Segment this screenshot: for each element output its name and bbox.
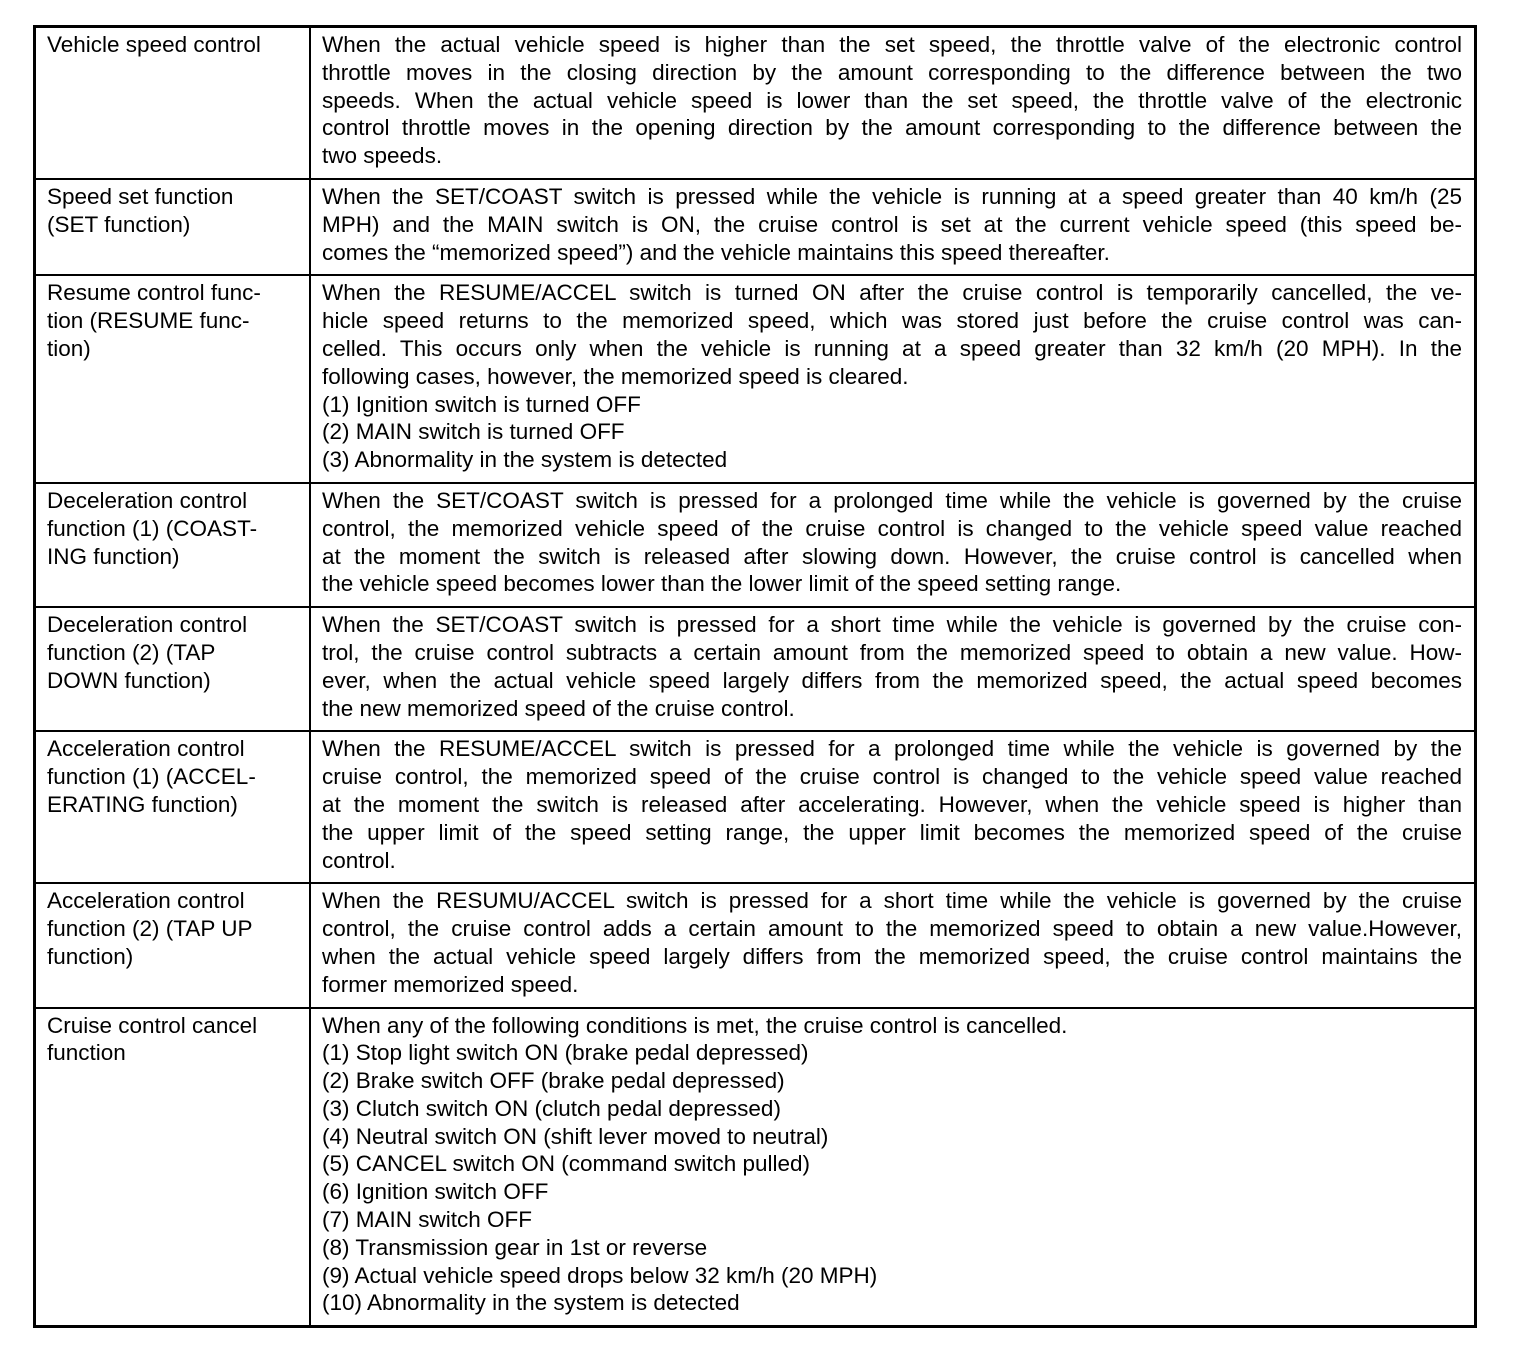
table-row-vehicle-speed-control	[35, 27, 1476, 179]
description-line: speeds. When the actual vehicle speed is lower than the set speed, the throttle valve of the electronic	[322, 87, 1462, 113]
function-name-cell	[35, 607, 311, 731]
function-name-line: Speed set function	[47, 183, 234, 209]
description-line: comes the “memorized speed”) and the vehicle maintains this speed thereafter.	[322, 239, 1110, 265]
description-line: at the moment the switch is released after accelerating. However, when the vehicle speed is higher than	[322, 791, 1462, 817]
description-line: When the SET/COAST switch is pressed for a prolonged time while the vehicle is governed by the cruise	[322, 487, 1462, 513]
description-line: (5) CANCEL switch ON (command switch pulled)	[322, 1151, 811, 1177]
function-name-cell	[35, 1008, 311, 1327]
function-name-line: Resume control func-	[47, 280, 261, 306]
function-name-cell	[35, 179, 311, 275]
function-name-line: Deceleration control	[47, 612, 248, 638]
description-line: the vehicle speed becomes lower than the lower limit of the speed setting range.	[322, 571, 1122, 597]
function-name-line: ERATING function)	[47, 791, 238, 817]
description-line: the upper limit of the speed setting range, the upper limit becomes the memorized speed of the cruise	[322, 819, 1462, 845]
description-line: MPH) and the MAIN switch is ON, the cruise control is set at the current vehicle speed (this speed be-	[322, 211, 1462, 237]
description-line: (1) Stop light switch ON (brake pedal depressed)	[322, 1040, 809, 1066]
function-name-line: (SET function)	[47, 211, 191, 237]
description-cell	[310, 27, 1476, 179]
function-name-line: Acceleration control	[47, 888, 245, 914]
description-line: (6) Ignition switch OFF	[322, 1179, 549, 1205]
description-line: control, the cruise control adds a certain amount to the memorized speed to obtain a new value.However,	[322, 916, 1462, 942]
description-cell	[310, 1008, 1476, 1327]
description-line: control.	[322, 847, 396, 873]
description-line: (3) Abnormality in the system is detected	[322, 447, 728, 473]
table-row-deceleration-control-2	[35, 607, 1476, 731]
description-line: When the SET/COAST switch is pressed for a short time while the vehicle is governed by the cruise con-	[322, 612, 1462, 638]
description-line: the new memorized speed of the cruise control.	[322, 695, 795, 721]
description-line: two speeds.	[322, 143, 443, 169]
function-name-line: function (2) (TAP UP	[47, 916, 253, 942]
function-name-cell	[35, 27, 311, 179]
description-line: celled. This occurs only when the vehicle is running at a speed greater than 32 km/h (20 MPH). In the	[322, 335, 1462, 361]
function-name-cell	[35, 275, 311, 483]
table-row-speed-set-function	[35, 179, 1476, 275]
function-name-line: ING function)	[47, 543, 180, 569]
description-line: (7) MAIN switch OFF	[322, 1207, 533, 1233]
function-name-line: tion (RESUME func-	[47, 308, 250, 334]
table-row-acceleration-control-1	[35, 731, 1476, 883]
description-line: (2) MAIN switch is turned OFF	[322, 419, 625, 445]
table-row-acceleration-control-2	[35, 883, 1476, 1007]
cruise-control-function-table	[33, 25, 1477, 1328]
description-line: control throttle moves in the opening direction by the amount corresponding to the difference between the	[322, 115, 1462, 141]
table-row-cruise-control-cancel	[35, 1008, 1476, 1327]
description-line: (9) Actual vehicle speed drops below 32 km/h (20 MPH)	[322, 1262, 878, 1288]
description-cell	[310, 883, 1476, 1007]
description-line: control, the memorized vehicle speed of the cruise control is changed to the vehicle speed value reached	[322, 515, 1462, 541]
function-name-cell	[35, 883, 311, 1007]
function-name-line: DOWN function)	[47, 667, 211, 693]
description-cell	[310, 275, 1476, 483]
description-line: trol, the cruise control subtracts a certain amount from the memorized speed to obtain a new value. How-	[322, 639, 1462, 665]
description-line: when the actual vehicle speed largely differs from the memorized speed, the cruise control maintains the	[322, 943, 1462, 969]
description-line: (8) Transmission gear in 1st or reverse	[322, 1234, 708, 1260]
function-name-line: Acceleration control	[47, 736, 245, 762]
description-cell	[310, 179, 1476, 275]
description-line: (3) Clutch switch ON (clutch pedal depressed)	[322, 1095, 781, 1121]
description-line: at the moment the switch is released after slowing down. However, the cruise control is cancelled when	[322, 543, 1462, 569]
function-name-line: function	[47, 1040, 126, 1066]
description-line: (10) Abnormality in the system is detected	[322, 1290, 740, 1316]
description-line: When the SET/COAST switch is pressed while the vehicle is running at a speed greater than 40 km/h (25	[322, 183, 1462, 209]
function-name-line: function (2) (TAP	[47, 639, 216, 665]
function-name-line: function (1) (ACCEL-	[47, 764, 256, 790]
table-body	[35, 27, 1476, 1327]
function-name-line: function (1) (COAST-	[47, 515, 258, 541]
description-line: When the RESUME/ACCEL switch is turned ON after the cruise control is temporarily cancelled, the ve-	[322, 280, 1462, 306]
description-line: hicle speed returns to the memorized speed, which was stored just before the cruise control was can-	[322, 308, 1462, 334]
description-line: When the RESUMU/ACCEL switch is pressed for a short time while the vehicle is governed by the cruise	[322, 888, 1462, 914]
function-name-line: Deceleration control	[47, 487, 248, 513]
function-name-line: Vehicle speed control	[47, 32, 261, 57]
description-line: throttle moves in the closing direction by the amount corresponding to the difference between the two	[322, 59, 1462, 85]
description-line: (2) Brake switch OFF (brake pedal depressed)	[322, 1068, 785, 1094]
description-cell	[310, 483, 1476, 607]
function-name-cell	[35, 483, 311, 607]
description-line: When the RESUME/ACCEL switch is pressed for a prolonged time while the vehicle is governed by the	[322, 736, 1462, 762]
function-name-line: tion)	[47, 335, 91, 361]
description-cell	[310, 731, 1476, 883]
description-cell	[310, 607, 1476, 731]
description-line: following cases, however, the memorized speed is cleared.	[322, 363, 909, 389]
table-row-deceleration-control-1	[35, 483, 1476, 607]
description-line: cruise control, the memorized speed of the cruise control is changed to the vehicle speed value reached	[322, 764, 1462, 790]
description-line: When any of the following conditions is met, the cruise control is cancelled.	[322, 1012, 1068, 1038]
function-name-line: Cruise control cancel	[47, 1012, 258, 1038]
description-line: ever, when the actual vehicle speed largely differs from the memorized speed, the actual speed becomes	[322, 667, 1462, 693]
function-name-line: function)	[47, 943, 134, 969]
function-name-cell	[35, 731, 311, 883]
description-line: (1) Ignition switch is turned OFF	[322, 391, 641, 417]
description-line: former memorized speed.	[322, 971, 579, 997]
description-line: When the actual vehicle speed is higher than the set speed, the throttle valve of the electronic control	[322, 32, 1462, 57]
table-row-resume-control-function	[35, 275, 1476, 483]
description-line: (4) Neutral switch ON (shift lever moved to neutral)	[322, 1123, 829, 1149]
